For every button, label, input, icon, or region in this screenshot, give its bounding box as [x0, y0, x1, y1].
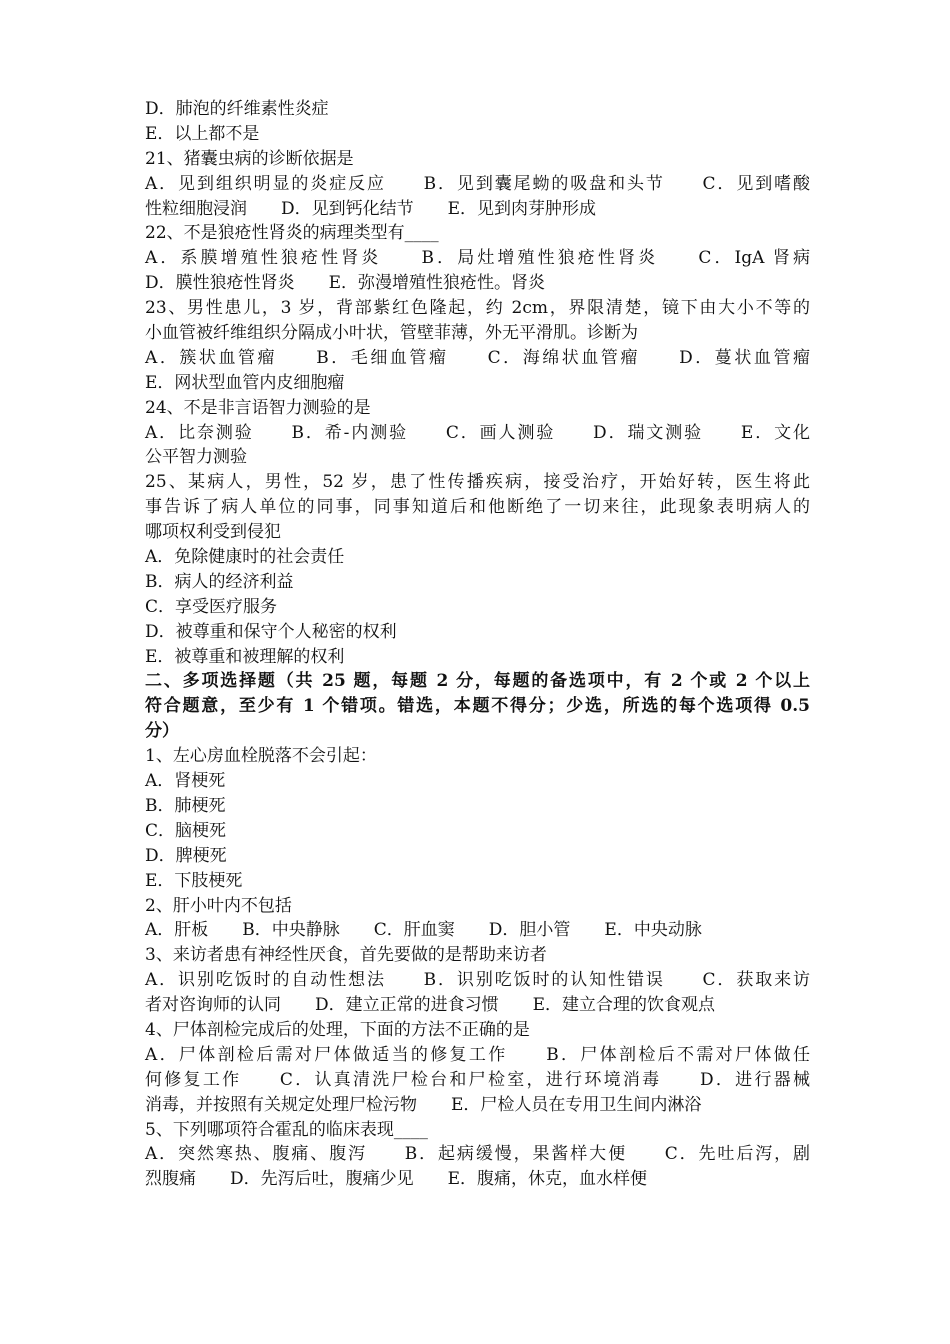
text-line: 小血管被纤维组织分隔成小叶状，管壁菲薄，外无平滑肌。诊断为: [145, 323, 638, 344]
text-line: 性粒细胞浸润 D．见到钙化结节 E．见到肉芽肿形成: [145, 198, 597, 219]
text-line: E．被尊重和被理解的权利: [145, 646, 345, 667]
text-line: D．脾梗死: [145, 845, 227, 866]
text-line: 公平智力测验: [145, 447, 247, 468]
document-page: [145, 97, 810, 1192]
text-line: D．被尊重和保守个人秘密的权利: [145, 621, 397, 642]
section-heading-line: 符合题意，至少有 1 个错项。错选，本题不得分；少选，所选的每个选项得 0.5: [145, 696, 810, 717]
text-line: 5、下列哪项符合霍乱的临床表现____: [145, 1119, 428, 1140]
text-line: C．享受医疗服务: [145, 596, 278, 617]
text-line: 23、男性患儿，3 岁，背部紫红色隆起，约 2cm，界限清楚，镜下由大小不等的: [145, 298, 810, 319]
text-line: A．肾梗死: [145, 771, 226, 792]
text-line: 21、猪囊虫病的诊断依据是: [145, 148, 354, 169]
text-line: 2、肝小叶内不包括: [145, 895, 292, 916]
section-heading-line: 二、多项选择题（共 25 题，每题 2 分，每题的备选项中，有 2 个或 2 个以上: [145, 671, 810, 692]
text-line: D．膜性狼疮性肾炎 E．弥漫增殖性狼疮性。肾炎: [145, 273, 546, 294]
text-line: A．系膜增殖性狼疮性肾炎 B．局灶增殖性狼疮性肾炎 C．IgA 肾病: [145, 248, 810, 269]
text-line: A．尸体剖检后需对尸体做适当的修复工作 B．尸体剖检后不需对尸体做任: [145, 1044, 810, 1065]
text-line: A．识别吃饭时的自动性想法 B．识别吃饭时的认知性错误 C．获取来访: [145, 970, 810, 991]
text-line: B．肺梗死: [145, 795, 226, 816]
text-line: E．网状型血管内皮细胞瘤: [145, 372, 345, 393]
text-line: A．见到组织明显的炎症反应 B．见到囊尾蚴的吸盘和头节 C．见到嗜酸: [145, 173, 810, 194]
section-heading-line: 分）: [145, 721, 179, 742]
text-line: 24、不是非言语智力测验的是: [145, 397, 371, 418]
text-line: E．以上都不是: [145, 123, 260, 144]
text-line: 1、左心房血栓脱落不会引起：: [145, 746, 377, 767]
text-line: 哪项权利受到侵犯: [145, 522, 281, 543]
text-line: 3、来访者患有神经性厌食，首先要做的是帮助来访者: [145, 945, 547, 966]
text-line: B．病人的经济利益: [145, 571, 294, 592]
text-line: 烈腹痛 D．先泻后吐，腹痛少见 E．腹痛，休克，血水样便: [145, 1169, 648, 1190]
text-line: A．簇状血管瘤 B．毛细血管瘤 C．海绵状血管瘤 D．蔓状血管瘤: [145, 347, 810, 368]
text-line: 22、不是狼疮性肾炎的病理类型有____: [145, 223, 439, 244]
text-line: 者对咨询师的认同 D．建立正常的进食习惯 E．建立合理的饮食观点: [145, 995, 716, 1016]
text-line: E．下肢梗死: [145, 870, 243, 891]
text-line: A．免除健康时的社会责任: [145, 547, 345, 568]
text-line: 何修复工作 C．认真清洗尸检台和尸检室，进行环境消毒 D．进行器械: [145, 1069, 810, 1090]
text-line: A．比奈测验 B．希-内测验 C．画人测验 D．瑞文测验 E．文化: [145, 422, 810, 443]
text-line: A．肝板 B．中央静脉 C．肝血窦 D．胆小管 E．中央动脉: [145, 920, 702, 941]
text-line: 消毒，并按照有关规定处理尸检污物 E．尸检人员在专用卫生间内淋浴: [145, 1094, 702, 1115]
text-line: A．突然寒热、腹痛、腹泻 B．起病缓慢，果酱样大便 C．先吐后泻，剧: [145, 1144, 810, 1165]
text-line: C．脑梗死: [145, 820, 227, 841]
text-line: 事告诉了病人单位的同事，同事知道后和他断绝了一切来往，此现象表明病人的: [145, 497, 810, 518]
text-line: D．肺泡的纤维素性炎症: [145, 99, 329, 119]
text-line: 4、尸体剖检完成后的处理，下面的方法不正确的是: [145, 1019, 530, 1040]
text-line: 25、某病人，男性，52 岁，患了性传播疾病，接受治疗，开始好转，医生将此: [145, 472, 810, 493]
